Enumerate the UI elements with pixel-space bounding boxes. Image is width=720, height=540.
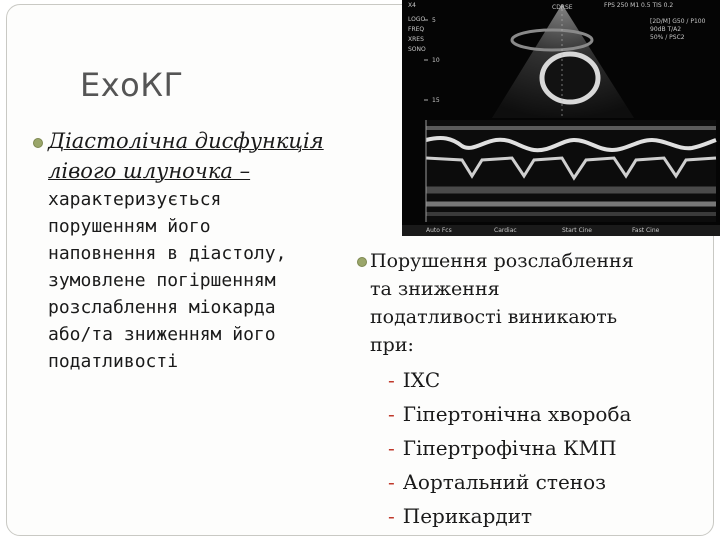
cause-label: Гіпертонічна хвороба <box>402 402 632 426</box>
cause-label: Перикардит <box>402 504 533 528</box>
echo-footer-item: Start Cine <box>562 227 592 234</box>
dash-marker: - <box>388 470 395 494</box>
list-item <box>388 431 712 465</box>
echo-side-label: FREQ <box>408 26 425 33</box>
causes-lead: Порушення розслаблення та зниження податливості виникають при: <box>370 250 634 356</box>
dash-marker: - <box>388 504 395 528</box>
lv-cross-section <box>542 54 598 102</box>
left-column <box>30 126 350 375</box>
slide-title: ЕхоКГ <box>80 66 184 104</box>
echo-depth-mark: 5 <box>432 17 436 24</box>
dash-marker: - <box>388 436 395 460</box>
echo-side-label: SONO <box>408 46 426 53</box>
echo-footer-item: Fast Cine <box>632 227 660 234</box>
cause-label: Аортальний стеноз <box>402 470 607 494</box>
list-item <box>388 465 712 499</box>
causes-list <box>352 363 712 533</box>
echo-side-label: XRES <box>408 36 424 43</box>
definition-text: характеризується порушенням його наповнення в діастолу, зумовлене погіршенням розслаблення міокарда або/та зниженням його податливості <box>48 189 287 372</box>
echocardiogram-image <box>402 0 720 236</box>
echo-depth-mark: 15 <box>432 97 440 104</box>
right-column <box>352 247 712 533</box>
list-item <box>388 363 712 397</box>
echo-depth-mark: 10 <box>432 57 440 64</box>
bullet-icon <box>33 138 43 148</box>
echo-side-label: LOGO <box>408 16 426 23</box>
definition-term: Діастолічна дисфункція лівого шлуночка – <box>48 129 324 183</box>
cause-label: ІХС <box>402 368 441 392</box>
dash-marker: - <box>388 402 395 426</box>
echo-header-mid: CDRSE <box>552 4 573 11</box>
echo-footer-item: Cardiac <box>494 227 517 234</box>
dash-marker: - <box>388 368 395 392</box>
echo-right-info: [2D/M] G50 / P100 90dB T/A2 50% / PSC2 <box>650 18 706 41</box>
bullet-icon <box>357 257 367 267</box>
list-item <box>388 499 712 533</box>
echo-header-left: X4 <box>408 2 416 9</box>
list-item <box>388 397 712 431</box>
cause-label: Гіпертрофічна КМП <box>402 436 617 460</box>
echo-footer-item: Auto Fcs <box>426 227 452 234</box>
echo-header-right: FPS 250 M1 0.5 TIS 0.2 <box>604 2 674 9</box>
